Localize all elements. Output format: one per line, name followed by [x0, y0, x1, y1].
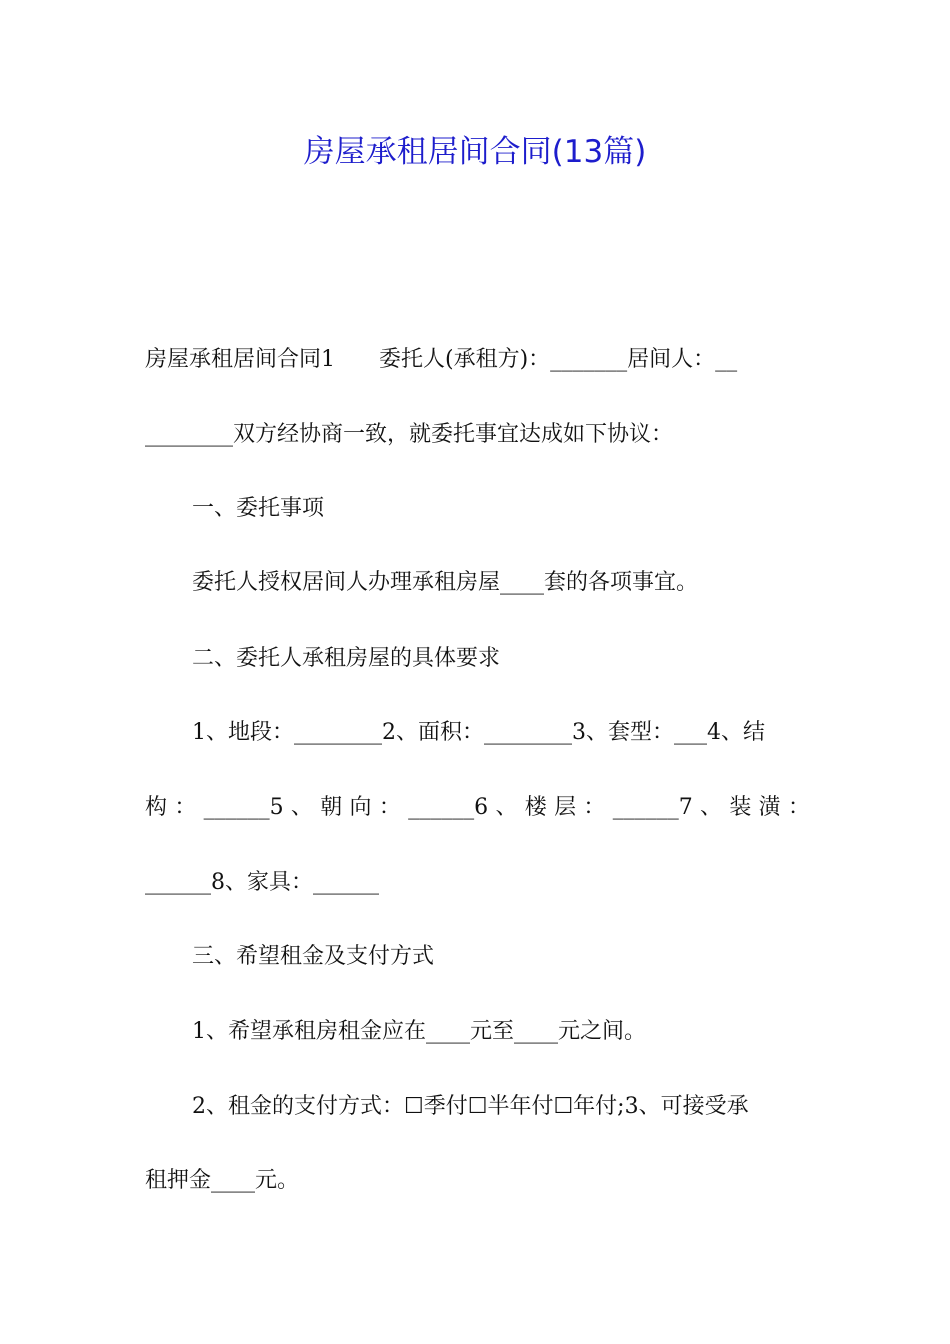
text-segment: 潢	[758, 795, 781, 820]
text-segment: ：	[174, 795, 197, 820]
text-segment: ：	[787, 795, 810, 820]
text-segment: 构	[145, 795, 168, 820]
text-segment: ：	[378, 795, 401, 820]
paragraph-payment-line1: 2、租金的支付方式：☐季付☐半年付☐年付;3、可接受承	[192, 1094, 749, 1119]
text-segment: 层	[554, 795, 577, 820]
text-segment: ______5	[203, 795, 284, 820]
paragraph-entrust-scope: 委托人授权居间人办理承租房屋____套的各项事宜。	[192, 570, 699, 595]
paragraph-requirements-line1: 1、地段：________2、面积：________3、套型：___4、结	[192, 720, 765, 745]
text-segment: ：	[583, 795, 606, 820]
text-segment: 楼	[524, 795, 547, 820]
text-segment: 向	[349, 795, 372, 820]
text-segment: ______6	[408, 795, 489, 820]
document-title: 房屋承租居间合同(13篇)	[303, 134, 647, 170]
paragraph-rent-range: 1、希望承租房租金应在____元至____元之间。	[192, 1019, 646, 1044]
text-segment: ______7	[612, 795, 693, 820]
section-heading-2: 二、委托人承租房屋的具体要求	[192, 646, 501, 671]
section-heading-1: 一、委托事项	[192, 496, 325, 521]
section-heading-3: 三、希望租金及支付方式	[192, 944, 435, 969]
paragraph-payment-line2: 租押金____元。	[145, 1168, 300, 1193]
text-segment: 、	[290, 795, 313, 820]
text-segment: 、	[700, 795, 723, 820]
text-segment: 朝	[320, 795, 343, 820]
paragraph-requirements-line2	[145, 793, 810, 823]
text-segment: 装	[729, 795, 752, 820]
paragraph-intro-line1: 房屋承租居间合同1 委托人(承租方)：_______居间人：__	[145, 347, 738, 372]
paragraph-requirements-line3: ______8、家具：______	[145, 870, 379, 895]
paragraph-intro-line2: ________双方经协商一致，就委托事宜达成如下协议：	[145, 422, 674, 447]
text-segment: 、	[495, 795, 518, 820]
